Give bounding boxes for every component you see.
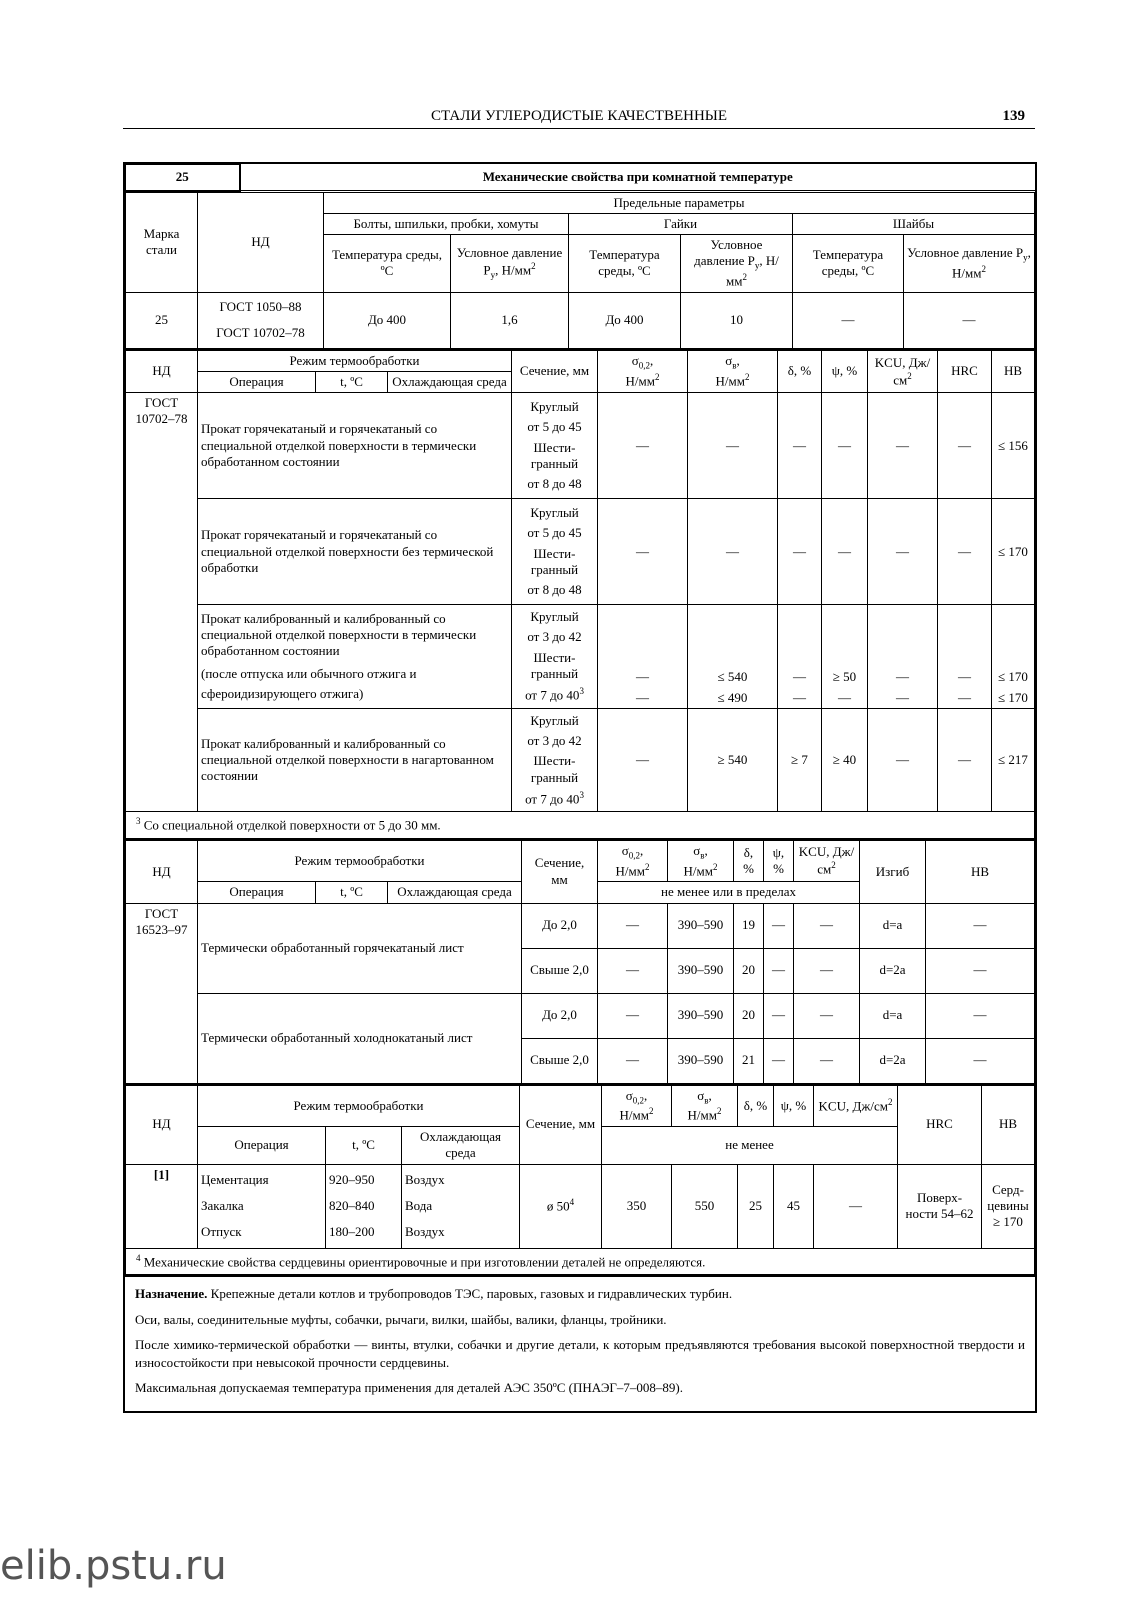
hb-value: — [926, 948, 1035, 993]
s02-value: — [598, 499, 688, 605]
delta-header: δ, % [738, 1085, 774, 1127]
sv-value: ≤ 540 ≤ 490 [688, 605, 778, 709]
s02-value: — [598, 1038, 668, 1083]
operation-header: Операция [198, 1127, 326, 1165]
regime-header: Режим термообработки [198, 350, 512, 372]
delta-value: 20 [734, 948, 764, 993]
running-title: СТАЛИ УГЛЕРОДИСТЫЕ КАЧЕСТВЕННЫЕ [430, 108, 728, 124]
sv-value: — [688, 499, 778, 605]
grade-value: 25 [126, 292, 198, 348]
washers-temp-header: Температура среды, ºС [793, 235, 904, 293]
grade-label: 25 [126, 165, 240, 191]
limits-note: не менее [602, 1127, 898, 1165]
operation-text: Термически обработанный горячекатаный лист [198, 903, 522, 993]
nuts-temp-value: До 400 [569, 292, 681, 348]
delta-value: — [778, 393, 822, 499]
sv-value: — [688, 393, 778, 499]
hrc-value: — [938, 499, 992, 605]
nd-values: ГОСТ 1050–88 ГОСТ 10702–78 [198, 292, 324, 348]
sv-header: $\sigma_в$, $Н/мм^2$ [668, 840, 734, 882]
psi-value: 45 [774, 1164, 814, 1248]
operation-text: Прокат горячекатаный и горячекатаный со специальной отделкой поверхности в термически обработанном состоянии [198, 393, 512, 499]
purpose-paragraph-3: После химико-термической обработки — винты, втулки, собачки и другие детали, к которым предъявляются требования высокой поверхностной твердости и износостойкости при невысокой прочности сердцевины. [135, 1337, 1025, 1370]
footnote-4: $^4$ Механические свойства сердцевины ориентировочные и при изготовлении деталей не определяются. [126, 1248, 1035, 1275]
washers-temp-value: — [793, 292, 904, 348]
section-value: До 2,0 [522, 903, 598, 948]
s02-value: — — [598, 605, 688, 709]
hrc-header: HRC [898, 1085, 982, 1164]
section-value: Круглый от 3 до 42 Шести-гранный от 7 до $40^3$ [512, 605, 598, 709]
operation-header: Операция [198, 882, 316, 903]
sv-value: 390–590 [668, 993, 734, 1038]
delta-value: 19 [734, 903, 764, 948]
washers-press-header: Условное давление $Р_у$, $Н/мм^2$ [904, 235, 1035, 293]
sv-header: $\sigma_в$, $Н/мм^2$ [672, 1085, 738, 1127]
s02-value: 350 [602, 1164, 672, 1248]
psi-value: ≥ 40 [822, 708, 868, 812]
delta-value: — — [778, 605, 822, 709]
cooling-header: Охлаждающая среда [388, 371, 512, 392]
hb-value: — [926, 993, 1035, 1038]
hrc-value: Поверх-ности 54–62 [898, 1164, 982, 1248]
steel-properties-frame [123, 162, 1037, 1413]
washers-press-value: — [904, 292, 1035, 348]
kcu-header: KCU, $Дж/см^2$ [814, 1085, 898, 1127]
section-value: Круглый от 5 до 45 Шести-гранный от 8 до 48 [512, 499, 598, 605]
kcu-value: — [868, 499, 938, 605]
cooling-header: Охлаждающая среда [402, 1127, 520, 1165]
section-value: Круглый от 5 до 45 Шести-гранный от 8 до 48 [512, 393, 598, 499]
cooling-header: Охлаждающая среда [388, 882, 522, 903]
hb-header: HB [926, 840, 1035, 903]
nuts-temp-header: Температура среды, ºС [569, 235, 681, 293]
s02-value: — [598, 948, 668, 993]
kcu-value: — [794, 993, 860, 1038]
grade-header: Марка стали [126, 192, 198, 292]
bend-value: d=2a [860, 948, 926, 993]
sv-value: ≥ 540 [688, 708, 778, 812]
purpose-paragraph-1: Назначение. Крепежные детали котлов и трубопроводов ТЭС, паровых, газовых и гидравлических турбин. [135, 1286, 733, 1302]
nuts-press-header: Условное давление $Р_у$, $Н/мм^2$ [681, 235, 793, 293]
psi-value: — [822, 393, 868, 499]
section-header: Сечение, мм [522, 840, 598, 903]
purpose-section [125, 1275, 1035, 1411]
cementation-table [125, 1084, 1035, 1276]
nd-header: НД [126, 1085, 198, 1164]
delta-value: 25 [738, 1164, 774, 1248]
nuts-press-value: 10 [681, 292, 793, 348]
bend-value: d=a [860, 993, 926, 1038]
kcu-value: — [794, 948, 860, 993]
kcu-value: — [868, 708, 938, 812]
regime-header: Режим термообработки [198, 1085, 520, 1127]
delta-value: ≥ 7 [778, 708, 822, 812]
psi-value: — [822, 499, 868, 605]
section-value: Круглый от 3 до 42 Шести-гранный от 7 до $40^3$ [512, 708, 598, 812]
sv-value: 550 [672, 1164, 738, 1248]
limits-note: не менее или в пределах [598, 882, 860, 903]
temp-header: t, ºС [316, 371, 388, 392]
limits-table [125, 192, 1035, 349]
psi-value: — [764, 993, 794, 1038]
psi-value: ≥ 50 — [822, 605, 868, 709]
nd-value: ГОСТ 16523–97 [126, 903, 198, 1083]
bolts-press-value: 1,6 [451, 292, 569, 348]
delta-header: δ, % [778, 350, 822, 393]
kcu-value: — [814, 1164, 898, 1248]
operation-text: Прокат калиброванный и калиброванный со специальной отделкой поверхности в нагартованном состоянии [198, 708, 512, 812]
page-header [123, 108, 1035, 129]
delta-header: δ, % [734, 840, 764, 882]
psi-header: ψ, % [764, 840, 794, 882]
hrc-header: HRC [938, 350, 992, 393]
psi-value: — [764, 903, 794, 948]
bend-value: d=2a [860, 1038, 926, 1083]
s02-value: — [598, 993, 668, 1038]
footnote-3: $^3$ Со специальной отделкой поверхности от 5 до 30 мм. [126, 812, 1035, 839]
hb-value: — [926, 903, 1035, 948]
hrc-value: — — [938, 605, 992, 709]
s02-value: — [598, 903, 668, 948]
bend-value: d=a [860, 903, 926, 948]
sv-value: 390–590 [668, 1038, 734, 1083]
operation-list: Цементация Закалка Отпуск [198, 1164, 326, 1248]
kcu-header: KCU, $Дж/см^2$ [794, 840, 860, 882]
s02-value: — [598, 393, 688, 499]
bolts-temp-value: До 400 [324, 292, 451, 348]
bolts-temp-header: Температура среды, ºС [324, 235, 451, 293]
washers-header: Шайбы [793, 213, 1035, 234]
gost-10702-table [125, 349, 1035, 839]
nd-value: [1] [126, 1164, 198, 1248]
bolts-header: Болты, шпильки, пробки, хомуты [324, 213, 569, 234]
temp-list: 920–950 820–840 180–200 [326, 1164, 402, 1248]
kcu-value: — [868, 393, 938, 499]
operation-text: Термически обработанный холоднокатаный лист [198, 993, 522, 1083]
regime-header: Режим термообработки [198, 840, 522, 882]
hrc-value: — [938, 393, 992, 499]
sv-value: 390–590 [668, 948, 734, 993]
kcu-value: — [794, 1038, 860, 1083]
sv-value: 390–590 [668, 903, 734, 948]
nuts-header: Гайки [569, 213, 793, 234]
section-header: Сечение, мм [512, 350, 598, 393]
watermark: elib.pstu.ru [0, 1543, 227, 1589]
hb-value: Серд-цевины ≥ 170 [982, 1164, 1035, 1248]
cooling-list: Воздух Вода Воздух [402, 1164, 520, 1248]
gost-16523-table [125, 839, 1035, 1084]
psi-header: ψ, % [822, 350, 868, 393]
psi-value: — [764, 1038, 794, 1083]
sv-header: $\sigma_в$, $Н/мм^2$ [688, 350, 778, 393]
hb-value: ≤ 217 [992, 708, 1035, 812]
purpose-paragraph-2: Оси, валы, соединительные муфты, собачки, рычаги, вилки, шайбы, валики, фланцы, тройники. [135, 1311, 667, 1327]
operation-text: Прокат горячекатаный и горячекатаный со специальной отделкой поверхности без термической обработки [198, 499, 512, 605]
purpose-paragraph-4: Максимальная допускаемая температура применения для деталей АЭС 350ºС (ПНАЭГ–7–008–89). [135, 1380, 683, 1396]
section-value: До 2,0 [522, 993, 598, 1038]
table-title: Механические свойства при комнатной температуре [240, 165, 1036, 191]
hb-value: ≤ 156 [992, 393, 1035, 499]
kcu-value: — — [868, 605, 938, 709]
hb-header: HB [982, 1085, 1035, 1164]
nd-header: НД [198, 192, 324, 292]
s02-header: $\sigma_{0,2}$, $Н/мм^2$ [602, 1085, 672, 1127]
psi-header: ψ, % [774, 1085, 814, 1127]
nd-header: НД [126, 840, 198, 903]
delta-value: — [778, 499, 822, 605]
hb-value: ≤ 170 [992, 499, 1035, 605]
temp-header: t, ºС [316, 882, 388, 903]
bolts-press-header: Условное давление $Р_у$, $Н/мм^2$ [451, 235, 569, 293]
hb-header: HB [992, 350, 1035, 393]
kcu-value: — [794, 903, 860, 948]
title-table [125, 164, 1035, 192]
section-value: Свыше 2,0 [522, 948, 598, 993]
psi-value: — [764, 948, 794, 993]
section-header: Сечение, мм [520, 1085, 602, 1164]
operation-header: Операция [198, 371, 316, 392]
page-number: 139 [1002, 108, 1025, 124]
hb-value: — [926, 1038, 1035, 1083]
nd-value: ГОСТ 10702–78 [126, 393, 198, 812]
delta-value: 20 [734, 993, 764, 1038]
s02-header: $\sigma_{0,2}$, $Н/мм^2$ [598, 350, 688, 393]
section-value: Свыше 2,0 [522, 1038, 598, 1083]
nd-header: НД [126, 350, 198, 393]
hb-value: ≤ 170 ≤ 170 [992, 605, 1035, 709]
s02-header: $\sigma_{0,2}$, $Н/мм^2$ [598, 840, 668, 882]
temp-header: t, ºС [326, 1127, 402, 1165]
kcu-header: KCU, $Дж/см^2$ [868, 350, 938, 393]
limits-header: Предельные параметры [324, 192, 1035, 213]
delta-value: 21 [734, 1038, 764, 1083]
operation-text: Прокат калиброванный и калиброванный со специальной отделкой поверхности в термически обработанном состоянии (после отпуска или обычного отжига и сфероидизирующего отжига) [198, 605, 512, 709]
section-value: ø $50^4$ [520, 1164, 602, 1248]
s02-value: — [598, 708, 688, 812]
bend-header: Изгиб [860, 840, 926, 903]
hrc-value: — [938, 708, 992, 812]
